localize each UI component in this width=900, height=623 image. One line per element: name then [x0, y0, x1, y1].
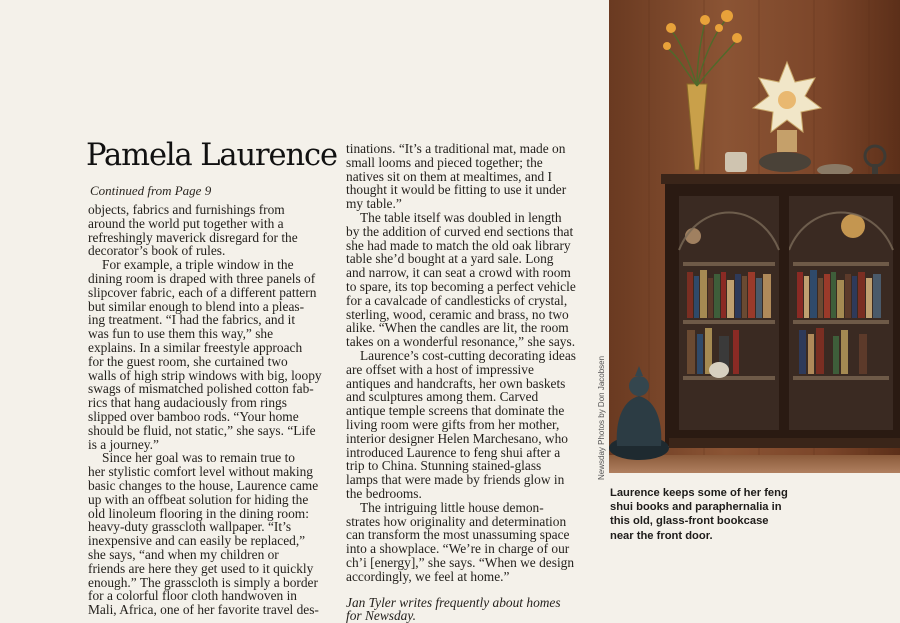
article-column-1 — [88, 203, 344, 617]
article-line: takes on a wonderful resonance,” she says. — [346, 334, 576, 350]
article-headline: Pamela Laurence — [86, 138, 337, 173]
article-line: explains. In a similar freestyle approach — [88, 339, 303, 355]
caption-line: this old, glass-front bookcase — [610, 515, 769, 528]
article-line: to spare, its top becoming a perfect vehicle — [346, 278, 576, 294]
article-line: swags of mismatched polished cotton fab- — [88, 381, 314, 397]
article-line: antiques and handcrafts, her own baskets — [346, 375, 566, 391]
caption-line: Laurence keeps some of her feng — [610, 487, 788, 499]
article-line: friends are here they get used to it quickly — [88, 560, 314, 576]
article-line: introduced Laurence to feng shui after a — [346, 444, 561, 460]
article-line: basic changes to the house, Laurence came — [88, 477, 319, 493]
article-line: by the addition of curved end sections that — [346, 223, 574, 239]
article-line: she says, “and when my children or — [88, 546, 279, 562]
article-line: natives sit on them at mealtimes, and I — [346, 168, 553, 184]
article-line: old linoleum flooring in the dining room: — [88, 505, 309, 521]
article-line: is a journey.” — [88, 436, 159, 452]
article-line: antique temple screens that dominate the — [346, 403, 565, 419]
article-line: and narrow, it can seat a crowd with room — [346, 265, 571, 281]
article-line: lamps that were made by friends glow in — [346, 472, 565, 488]
author-byline-line: Jan Tyler writes frequently about homes — [346, 594, 561, 610]
article-line: The intriguing little house demon- — [360, 499, 544, 515]
glass-front-bookcase — [661, 174, 900, 448]
article-line: Since her goal was to remain true to — [102, 450, 295, 466]
article-line: tinations. “It’s a traditional mat, made on — [346, 141, 566, 156]
article-line: but similar enough to blend into a pleas- — [88, 298, 305, 314]
article-line: small looms and pieced together; the — [346, 154, 543, 170]
article-line: and sculptures among them. Carved — [346, 389, 539, 405]
article-line: her stylistic comfort level without making — [88, 464, 313, 480]
author-byline-line: for Newsday. — [346, 608, 416, 623]
article-line: into a showplace. “We’re in charge of our — [346, 541, 570, 557]
article-line: the bedrooms. — [346, 485, 422, 501]
article-line: can transform the most unassuming space — [346, 527, 570, 543]
article-line: rics that hang audaciously from rings — [88, 395, 287, 411]
article-line: living room were gifts from her mother, — [346, 416, 560, 432]
article-line: interior designer Helen Marchesano, who — [346, 430, 568, 446]
article-line: for a colorful floor cloth handwoven in — [88, 588, 297, 604]
article-line: strates how originality and determination — [346, 513, 567, 529]
article-line: slipcover fabric, each of a different pattern — [88, 284, 317, 300]
article-line: walls of high strip windows with big, loopy — [88, 367, 322, 383]
article-line: refreshingly maverick disregard for the — [88, 229, 298, 245]
article-line: Mali, Africa, one of her favorite travel des- — [88, 602, 319, 618]
article-line: objects, fabrics and furnishings from — [88, 202, 285, 217]
article-line: for a cavalcade of candlesticks of crystal, — [346, 292, 568, 308]
article-line: enough.” The grasscloth is simply a border — [88, 574, 318, 590]
article-line: are offset with a host of impressive — [346, 361, 534, 377]
photo-credit — [597, 340, 611, 480]
article-line: my table.” — [346, 196, 402, 212]
article-column-2 — [346, 142, 604, 623]
article-line: around the world put together with a — [88, 215, 284, 231]
article-line: ch’i [energy],” she says. “When we design — [346, 554, 575, 570]
bookcase-photo-illustration — [609, 0, 900, 473]
article-line: she had made to match the old oak library — [346, 237, 571, 253]
caption-line: shui books and paraphernalia in — [610, 501, 782, 514]
caption-line: near the front door. — [610, 529, 713, 542]
article-line: Laurence’s cost-cutting decorating ideas — [360, 347, 577, 363]
continued-from-note: Continued from Page 9 — [90, 183, 212, 198]
article-line: decorator’s book of rules. — [88, 243, 226, 259]
article-line: thought it would be fitting to use it under — [346, 182, 567, 198]
article-line: trip to China. Stunning stained-glass — [346, 458, 542, 474]
article-line: dining room is draped with three panels of — [88, 270, 316, 286]
article-line: ing treatment. “I had the fabrics, and it — [88, 312, 296, 328]
article-line: alike. “When the candles are lit, the room — [346, 320, 569, 336]
article-line: should be fluid, not static,” she says. “Life — [88, 422, 316, 438]
article-line: slipped over bamboo rods. “Your home — [88, 408, 299, 424]
bookcase-photo — [609, 0, 900, 473]
article-line: heavy-duty grasscloth wallpaper. “It’s — [88, 519, 292, 535]
article-line: For example, a triple window in the — [102, 257, 294, 273]
article-line: sterling, wood, ceramic and brass, no two — [346, 306, 569, 322]
article-line: inexpensive and can easily be replaced,” — [88, 533, 306, 549]
article-line: was fun to use them this way,” she — [88, 326, 274, 342]
photo-caption — [610, 486, 810, 543]
article-line: up with an offbeat solution for hiding the — [88, 491, 309, 507]
article-line: accordingly, we feel at home.” — [346, 568, 510, 584]
article-line: table she’d bought at a yard sale. Long — [346, 251, 554, 267]
article-line: for the guest room, she curtained two — [88, 353, 288, 369]
article-line: The table itself was doubled in length — [360, 209, 562, 225]
photo-credit-text: Newsday Photos by Don Jacobsen — [597, 355, 606, 480]
